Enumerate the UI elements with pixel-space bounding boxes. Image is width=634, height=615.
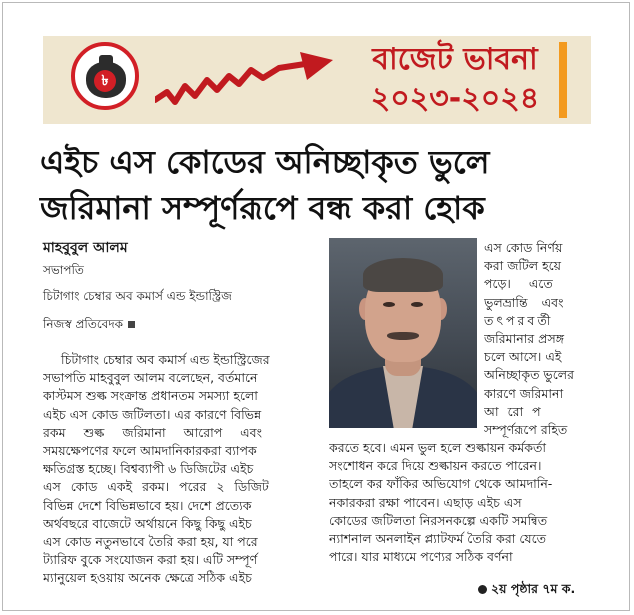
headline-line-2: জরিমানা সম্পূর্ণরূপে বন্ধ করা হোক <box>40 189 485 227</box>
article-line: সম্পূর্ণরূপে রহিত <box>484 422 568 438</box>
article-line: চিটাগাং চেম্বার অব কমার্স এন্ড ইন্ডাস্ট্রিজের <box>61 352 270 367</box>
article-line: অর্থবছরে বাজেটে অর্থায়নে কিছু কিছু এইচ <box>43 515 252 531</box>
article-line: অনিচ্ছাকৃত ভুলের <box>484 367 574 383</box>
article-line: কোডের জটিলতা নিরসনকল্পে একটি সমন্বিত <box>329 512 548 528</box>
byline-organization: চিটাগাং চেম্বার অব কমার্স এন্ড ইন্ডাস্ট্রিজ <box>43 289 232 303</box>
article-line: কাস্টমস শুল্ক সংক্রান্ত প্রধানতম সমস্যা হলো <box>43 388 258 404</box>
article-right-column-bottom <box>329 439 613 566</box>
article-line: নকারকরা রক্ষা পাবেন। এছাড় এইচ এস <box>329 494 522 510</box>
article-line: পড়ে। এতে <box>484 276 553 292</box>
byline-title: সভাপতি <box>43 263 84 277</box>
continued-label: ২য় পৃষ্ঠার ৭ম ক. <box>491 581 576 596</box>
article-line: এস কোড নতুনভাবে তৈরি করা হয়, যা পরে <box>43 534 258 550</box>
byline-name: মাহবুবুল আলম <box>43 240 128 256</box>
banner-year: ২০২৩-২০২৪ <box>370 81 540 116</box>
article-line: জরিমানার প্রসঙ্গ <box>484 331 565 347</box>
article-line: সময়ক্ষেপণের ফলে আমদানিকারকরা ব্যাপক <box>43 443 257 459</box>
continued-on-page[interactable] <box>478 580 575 598</box>
headline-line-1: এইচ এস কোডের অনিচ্ছাকৃত ভুলে <box>40 143 490 181</box>
article-line: চলে আসে। এই <box>484 349 562 365</box>
article-line: তাহলে কর ফাঁকির অভিযোগ থেকে আমদানি- <box>329 476 553 492</box>
square-bullet-icon <box>128 321 135 328</box>
reporter-credit <box>43 316 135 332</box>
article-line: সংশোধন করে দিয়ে শুল্কায়ন করতে পারেন। <box>329 458 542 474</box>
bullet-icon <box>478 585 487 594</box>
article-line: করতে হবে। এমন ভুল হলে শুল্কায়ন কর্মকর্তা <box>329 440 547 455</box>
article-left-column <box>43 351 321 588</box>
article-line: সভাপতি মাহবুবুল আলম বলেছেন, বর্তমানে <box>43 370 258 386</box>
article-line: এস কোড একই রকম। পরের ২ ডিজিট <box>43 479 269 495</box>
growth-arrow-icon <box>155 50 355 110</box>
article-right-column-top <box>484 239 602 439</box>
article-line: কারণে জরিমানা <box>484 385 564 401</box>
article-line: ভুলভ্রান্তি এবং <box>484 294 564 310</box>
taka-icon: ৳ <box>94 70 116 92</box>
banner-accent-bar <box>559 42 567 118</box>
reporter-label: নিজস্ব প্রতিবেদক <box>43 317 124 331</box>
article-line: বিভিন্ন দেশে বিভিন্নভাবে হয়। দেশে প্রত্যেক <box>43 497 252 513</box>
article-line: এইচ এস কোড জটিলতা। এর কারণে বিভিন্ন <box>43 406 262 422</box>
article-line: তৎপরবর্তী <box>484 312 554 328</box>
article-line: রকম শুল্ক জরিমানা আরোপ এবং <box>43 424 263 440</box>
portrait-photo <box>329 238 477 428</box>
article-line: করা জটিল হয়ে <box>484 258 562 274</box>
article-line: পারে। যার মাধ্যমে পণ্যের সঠিক বর্ণনা <box>329 549 513 565</box>
article-line: ট্যারিফ বুকে সংযোজন করা হয়। এটি সম্পূর্ণ <box>43 552 258 568</box>
article-line: ন্যাশনাল অনলাইন প্ল্যাটফর্ম তৈরি করা যেতে <box>329 531 547 547</box>
budget-banner <box>43 36 591 124</box>
article-line: ম্যানুয়েল হওয়ায় অনেক ক্ষেত্রে সঠিক এইচ <box>43 570 252 586</box>
article-line: এস কোড নির্ণয় <box>484 240 563 255</box>
banner-title: বাজেট ভাবনা <box>372 42 538 77</box>
article-line: আরোপ <box>484 403 550 419</box>
article-line: ক্ষতিগ্রস্ত হচ্ছে। বিশ্বব্যাপী ৬ ডিজিটের এইচ <box>43 461 254 477</box>
money-bag-logo <box>71 42 139 110</box>
